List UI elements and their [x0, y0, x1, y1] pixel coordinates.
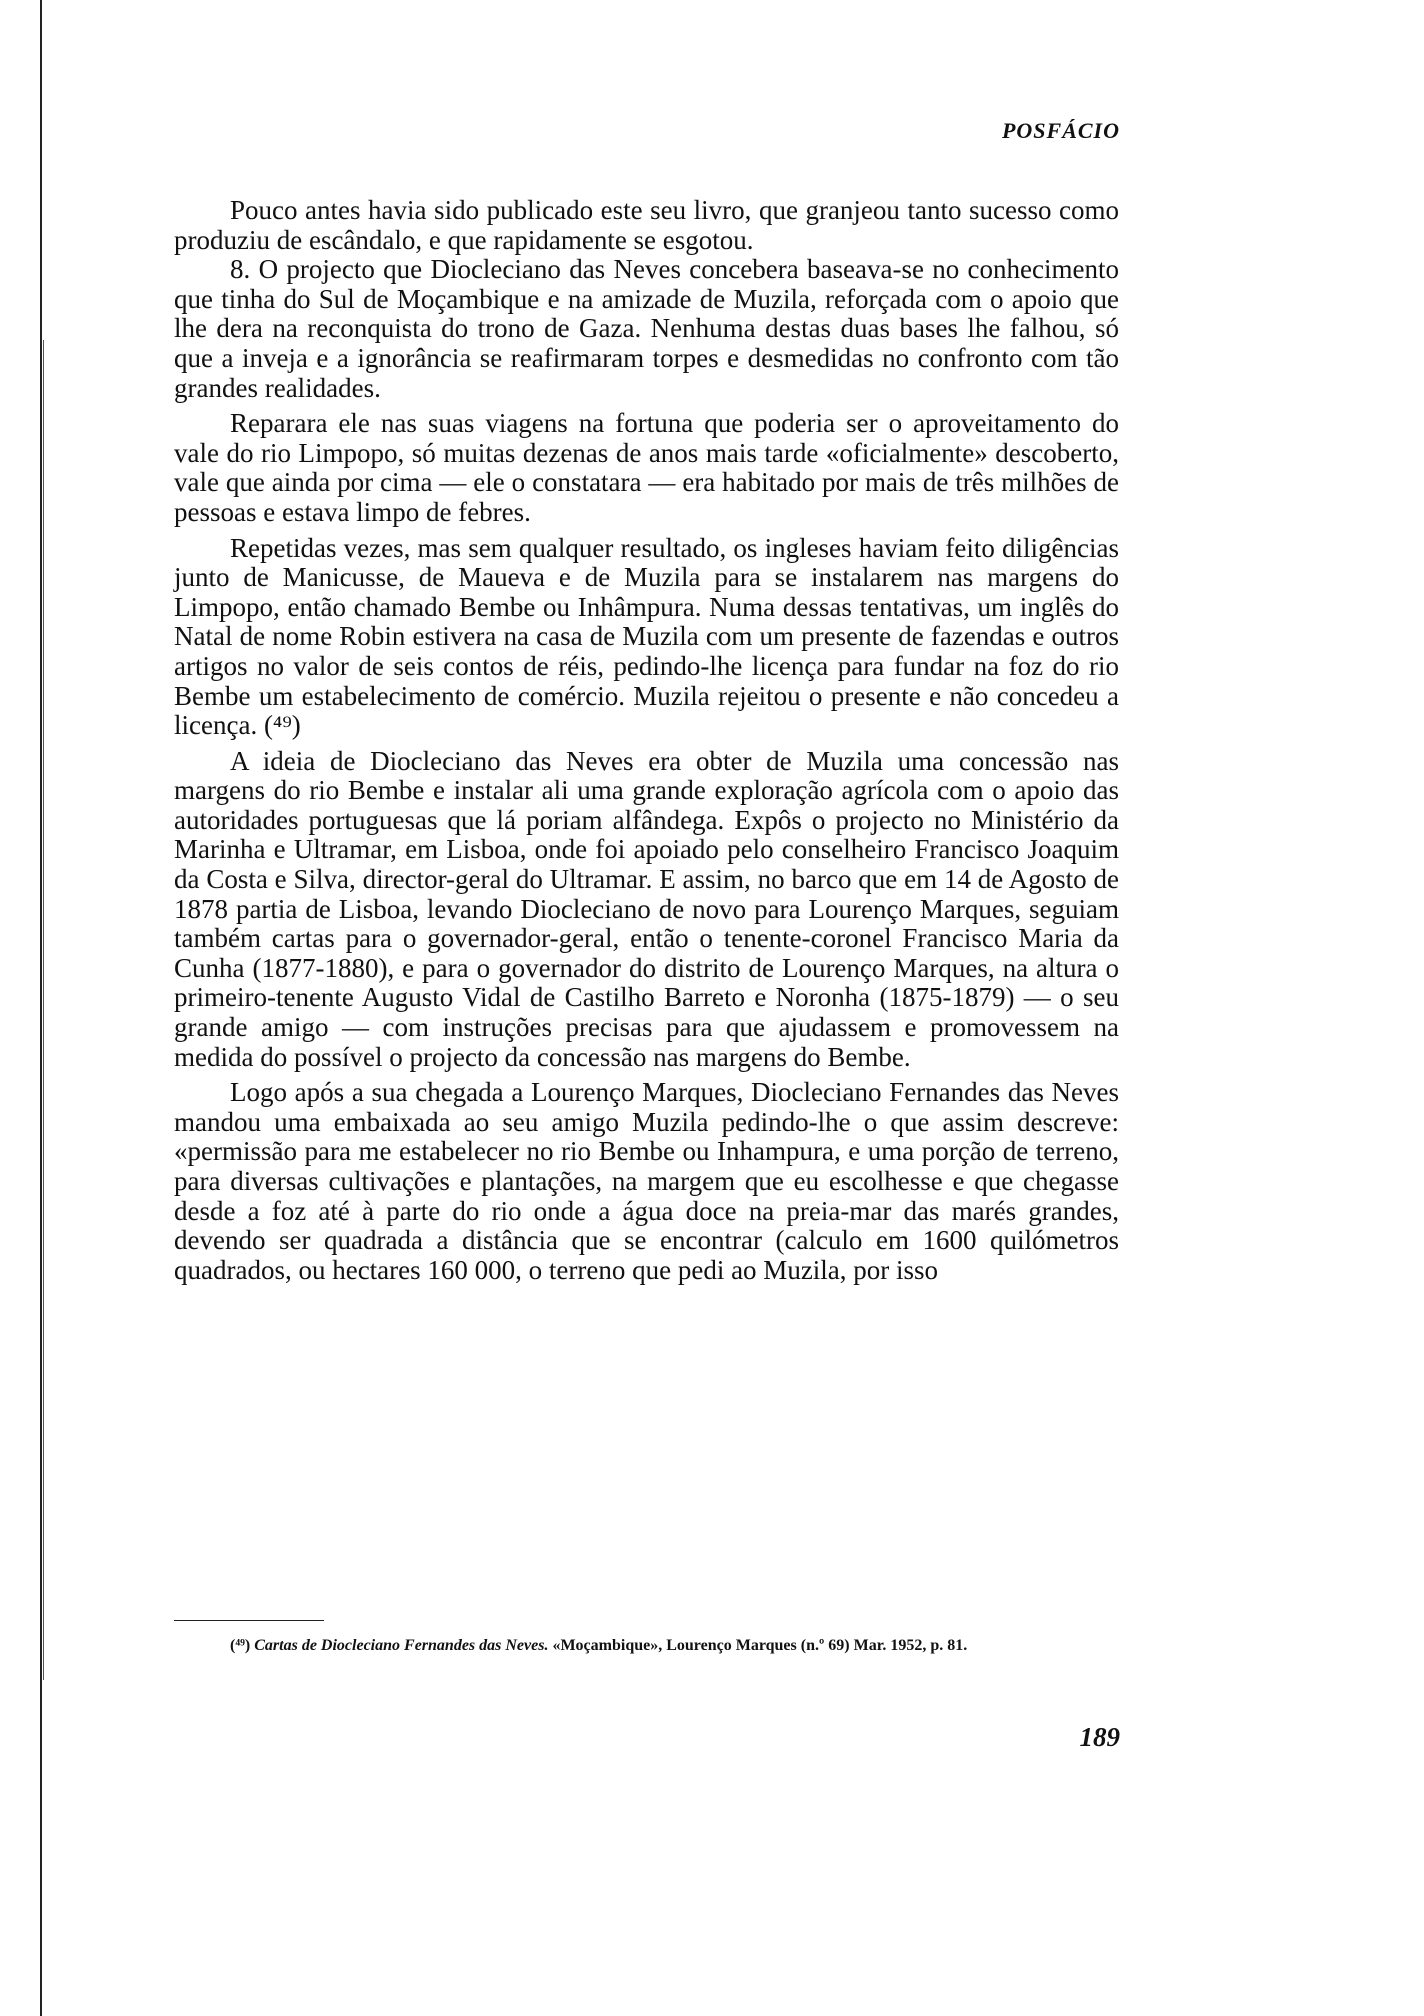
- footnote-reference: «Moçambique», Lourenço Marques (n.º 69) Mar. 1952, p. 81.: [552, 1637, 968, 1654]
- scan-edge-line-inner: [43, 340, 44, 1680]
- footnote-marker: (⁴⁹): [230, 1637, 251, 1654]
- scan-edge-line: [40, 0, 42, 2016]
- paragraph-4: Repetidas vezes, mas sem qualquer resultado, os ingleses haviam feito diligências junto de Manicusse, de Maueva e de Muzila para se instalarem nas margens do Limpopo, então chamado Bembe ou Inhâmpura. Numa dessas tentativas, um inglês do Natal de nome Robin estivera na casa de Muzila com um presente de fazendas e outros artigos no valor de seis contos de réis, pedindo-lhe licença para fundar na foz do rio Bembe um estabelecimento de comércio. Muzila rejeitou o presente e não concedeu a licença. (⁴⁹): [174, 532, 1119, 741]
- footnote-work-title: Cartas de Diocleciano Fernandes das Neves.: [254, 1637, 549, 1654]
- running-head: POSFÁCIO: [1001, 118, 1120, 143]
- footnote-rule: [174, 1620, 324, 1621]
- paragraph-5: A ideia de Diocleciano das Neves era obter de Muzila uma concessão nas margens do rio Bembe e instalar ali uma grande exploração agrícola com o apoio das autoridades portuguesas que lá poriam alfândega. Expôs o projecto no Ministério da Marinha e Ultramar, em Lisboa, onde foi apoiado pelo conselheiro Francisco Joaquim da Costa e Silva, director-geral do Ultramar. E assim, no barco que em 14 de Agosto de 1878 partia de Lisboa, levando Diocleciano de novo para Lourenço Marques, seguiam também cartas para o governador-geral, então o tenente-coronel Francisco Maria da Cunha (1877-1880), e para o governador do distrito de Lourenço Marques, na altura o primeiro-tenente Augusto Vidal de Castilho Barreto e Noronha (1875-1879) — o seu grande amigo — com instruções precisas para que ajudassem e promovessem na medida do possível o projecto da concessão nas margens do Bembe.: [174, 745, 1119, 1072]
- paragraph-1: Pouco antes havia sido publicado este seu livro, que granjeou tanto sucesso como produziu de escândalo, e que rapidamente se esgotou.: [174, 195, 1119, 255]
- body-text: [174, 196, 1119, 1285]
- page-number: 189: [1079, 1722, 1120, 1752]
- paragraph-6: Logo após a sua chegada a Lourenço Marques, Diocleciano Fernandes das Neves mandou uma embaixada ao seu amigo Muzila pedindo-lhe o que assim descreve: «permissão para me estabelecer no rio Bembe ou Inhampura, e uma porção de terreno, para diversas cultivações e plantações, na margem que eu escolhesse e que chegasse desde a foz até à parte do rio onde a água doce na preia-mar das marés grandes, devendo ser quadrada a distância que se encontrar (calculo em 1600 quilómetros quadrados, ou hectares 160 000, o terreno que pedi ao Muzila, por isso: [174, 1077, 1119, 1285]
- footnote: [174, 1636, 1119, 1656]
- paragraph-3: Reparara ele nas suas viagens na fortuna que poderia ser o aproveitamento do vale do rio Limpopo, só muitas dezenas de anos mais tarde «oficialmente» descoberto, vale que ainda por cima — ele o constatara — era habitado por mais de três milhões de pessoas e estava limpo de febres.: [174, 408, 1119, 527]
- paragraph-2: 8. O projecto que Diocleciano das Neves concebera baseava-se no conhecimento que tinha do Sul de Moçambique e na amizade de Muzila, reforçada com o apoio que lhe dera na reconquista do trono de Gaza. Nenhuma destas duas bases lhe falhou, só que a inveja e a ignorância se reafirmaram torpes e desmedidas no confronto com tão grandes realidades.: [174, 254, 1119, 403]
